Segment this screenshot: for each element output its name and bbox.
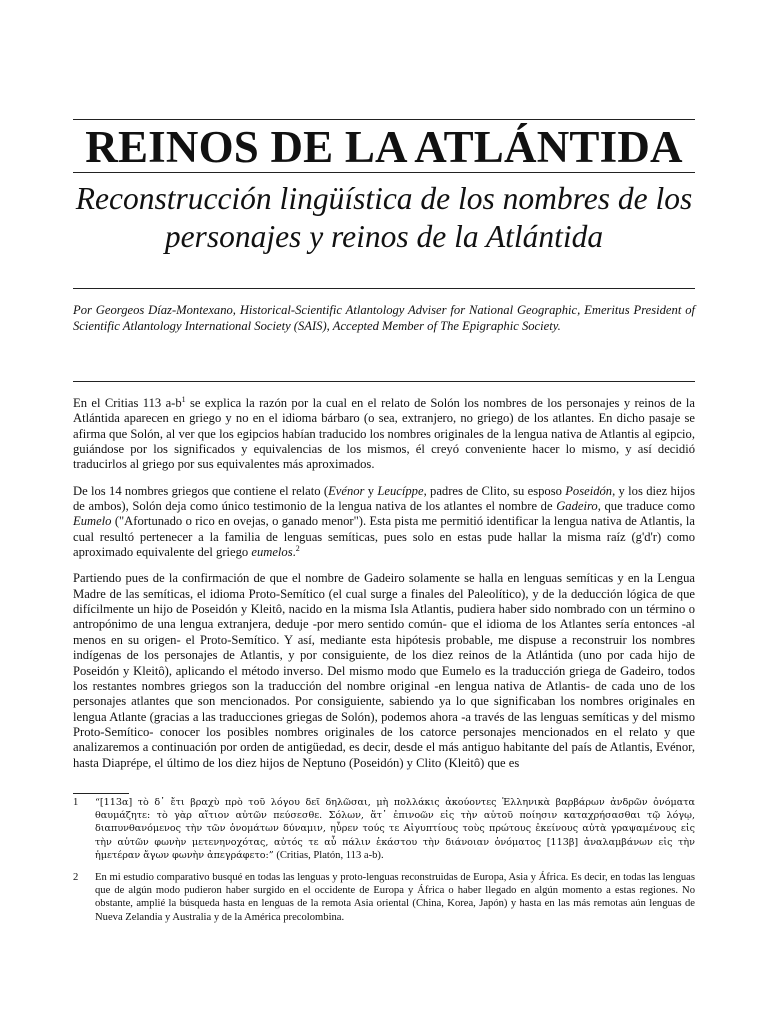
name-leucippe: Leucíppe <box>377 483 424 498</box>
paragraph-3: Partiendo pues de la confirmación de que el nombre de Gadeiro solamente se halla en lenguas semíticas y en la Lengua Madre de las semíticas, el idioma Proto-Semítico (el cual surge a finales del Paleolítico), y de la deducción lógica de que difícilmente un hijo de Poseidón y Kleitô, nacido en la misma Isla Atlantis, pudiera haber sido nombrado con un término o antropónimo de una lengua extranjera, deduje -por mero sentido común- que el idioma de los Atlantes sería entonces -al menos en su origen- el Proto-Semítico. Y así, mediante esta hipótesis probable, me dispuse a reconstruir los nombres indígenas de los personajes de Atlantis, y por consiguiente, de los diez reinos de la Atlántida (uno por cada hijo de Poseidón y Kleitô), aplicando el método inverso. Del mismo modo que Eumelo es la traducción griega de Gadeiro, todos los restantes nombres griegos son la traducción del nombre original -en lengua nativa de Atlantis- de cada uno de los personajes atlantes que son mencionados. Por consiguiente, sabiendo ya lo que significaban los nombres originales en lengua Atlante (gracias a las traducciones griegas de Solón), podemos ahora -a través de las lenguas semíticas y del mismo Proto-Semítico- conocer los posibles nombres originales de los catorce personajes mencionados en el relato y que analizaremos a continuación por orden de antigüedad, es decir, desde el más antiguo habitante del país de Atlantis, Evénor, hasta Diaprépe, el último de los diez hijos de Neptuno (Poseidón) y Clito (Kleitô) que es <box>73 571 695 770</box>
footnote-ref-1[interactable]: 1 <box>181 394 186 404</box>
byline-top-rule <box>73 288 695 289</box>
text-run: . <box>292 545 296 560</box>
greek-quote: “[113α] τὸ δ᾽ ἔτι βραχὺ πρὸ τοῦ λόγου δεῖ δηλῶσαι, μὴ πολλάκις ἀκούοντες Ἑλληνικὰ βαρβάρων ἀνδρῶν ὀνόματα θαυμάζητε: τὸ γὰρ αἴτιον αὐτῶν πεύσεσθε. Σόλων, ἅτ᾽ ἐπινοῶν εἰς τὴν αὑτοῦ ποίησιν καταχρήσασθαι τῷ λόγῳ, διαπυνθανόμενος τὴν τῶν ὀνομάτων δύναμιν, ηὗρεν τούς τε Αἰγυπτίους τοὺς πρώτους ἐκείνους αὐτὰ γραψαμένους εἰς τὴν αὑτῶν φωνὴν μετενηνοχότας, αὐτός τε αὖ πάλιν ἑκάστου τὴν διάνοιαν ὀνόματος [113β] ἀναλαμβάνων εἰς τὴν ἡμετέραν ἄγων φωνὴν ἀπεγράφετο:” <box>95 797 695 861</box>
name-gadeiro: Gadeiro <box>556 499 598 514</box>
footnote-number: 2 <box>73 872 79 883</box>
text-run: , que traduce como <box>597 499 695 514</box>
byline-bottom-rule <box>73 381 695 382</box>
name-poseidon: Poseidón <box>565 483 613 498</box>
text-run: En el Critias 113 a-b <box>73 396 182 410</box>
footnote-1 <box>73 796 695 862</box>
footnote-ref-2[interactable]: 2 <box>295 543 300 553</box>
name-evenor: Evénor <box>328 483 365 498</box>
author-byline: Por Georgeos Díaz-Montexano, Historical-Scientific Atlantology Adviser for National Geographic, Emeritus President of Scientific Atlantology International Society (SAIS), Accepted Member of The Epigraphic Society. <box>73 303 695 333</box>
footnote-text <box>95 796 695 862</box>
name-eumelo: Eumelo <box>73 514 112 529</box>
paragraph-2 <box>73 484 695 561</box>
page-title: REINOS DE LA ATLÁNTIDA <box>85 122 683 172</box>
text-run: , y los diez hijos de ambos), Solón deja como único testimonio de la lengua nativa de los atlantes el nombre de <box>73 483 695 514</box>
body-text <box>73 396 695 782</box>
footnote-text: En mi estudio comparativo busqué en todas las lenguas y proto-lenguas reconstruidas de Europa, Asia y África. Es decir, en todas las lenguas que de algún modo pudieron haber surgido en el occidente de Europa y África o haber llegado en algún momento a estas regiones. No obstante, amplié la búsqueda hasta en lenguas de la remota Asia oriental (China, Korea, Japón) y hasta en las más remotas aún lenguas de Nueva Zelandia y Australia y de la América precolombina. <box>95 872 695 923</box>
text-run: y <box>364 483 378 498</box>
text-run: De los 14 nombres griegos que contiene el relato ( <box>73 483 329 498</box>
citation: (Critias, Platón, 113 a-b). <box>273 849 384 861</box>
text-run: se explica la razón por la cual en el relato de Solón los nombres de los personajes y reinos de la Atlántida aparecen en griego y no en el idioma bárbaro (o sea, extranjero, no griego) de los atlantes. En dicho pasaje se afirma que Solón, al ver que los egipcios habían traducido los nombres originales de la lengua nativa de Atlantis al egipcio, guiándose por los significados y equivalencias de los mismos, él creyó conveniente hacer lo mismo, y así decidió traducirlos al griego por sus equivalentes más aproximados. <box>73 396 695 472</box>
text-run: , padres de Clito, su esposo <box>423 483 566 498</box>
page-subtitle: Reconstrucción lingüística de los nombres de los personajes y reinos de la Atlántida <box>75 181 693 254</box>
footnote-number: 1 <box>73 797 79 808</box>
footnote-separator <box>73 793 129 794</box>
top-rule <box>73 119 695 120</box>
title-rule <box>73 172 695 173</box>
word-eumelos: eumelos <box>251 545 293 560</box>
footnote-2 <box>73 871 695 924</box>
text-run: ("Afortunado o rico en ovejas, o ganado menor"). Esta pista me permitió identificar la lengua nativa de Atlantis, la cual resultó pertenecer a la familia de lenguas semíticas, pues solo en estas pude hallar la misma raíz (g'd'r) como aproximado equivalente del griego <box>73 514 695 560</box>
paragraph-1 <box>73 396 695 473</box>
